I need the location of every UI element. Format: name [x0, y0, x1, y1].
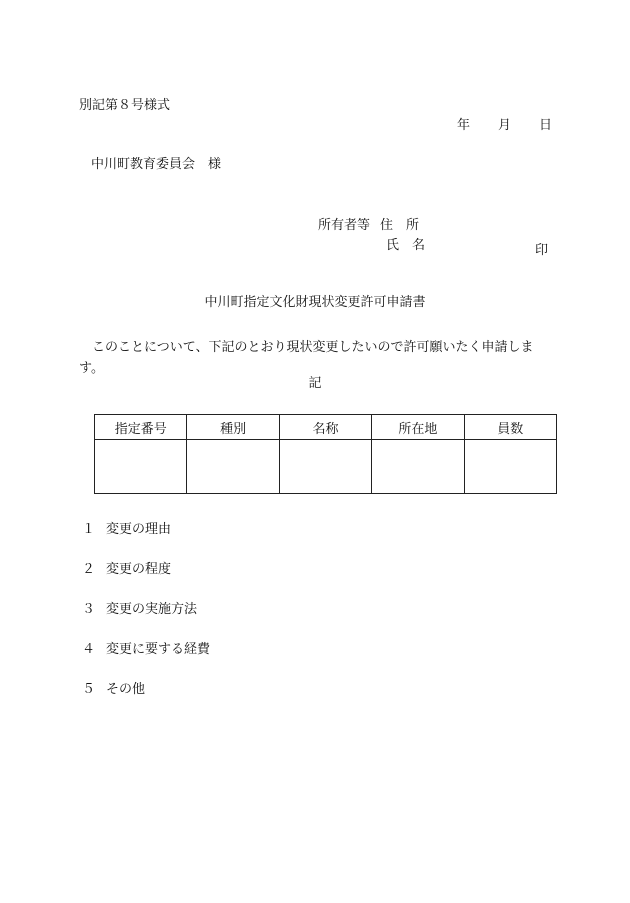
item-list: [82, 518, 210, 718]
list-item: [82, 598, 210, 638]
property-table: [94, 414, 557, 494]
item-number: ２: [82, 562, 96, 577]
table-header-cell: 名称: [279, 415, 371, 440]
table-cell: [279, 440, 371, 494]
table-header-cell: 員数: [464, 415, 556, 440]
table-header-cell: 指定番号: [95, 415, 187, 440]
date-month-label: 月: [497, 118, 511, 133]
addressee: 中川町教育委員会 様: [91, 157, 222, 172]
ki-heading: 記: [308, 376, 322, 391]
list-item: [82, 558, 210, 598]
table-header-cell: 所在地: [372, 415, 464, 440]
item-text: 変更の理由: [106, 522, 172, 537]
date-line: [457, 119, 552, 132]
item-text: その他: [106, 682, 146, 697]
table-cell: [372, 440, 464, 494]
list-item: [82, 638, 210, 678]
item-text: 変更の程度: [106, 562, 172, 577]
item-number: ４: [82, 642, 96, 657]
item-text: 変更に要する経費: [106, 642, 211, 657]
item-number: ３: [82, 602, 96, 617]
owner-address-label: 住 所: [380, 218, 420, 233]
list-item: [82, 518, 210, 558]
document-title: 中川町指定文化財現状変更許可申請書: [204, 295, 426, 310]
table-cell: [95, 440, 187, 494]
item-text: 変更の実施方法: [106, 602, 198, 617]
item-number: ５: [82, 682, 96, 697]
table-cell: [464, 440, 556, 494]
date-day-label: 日: [538, 118, 552, 133]
item-number: １: [82, 522, 96, 537]
owner-block: [318, 218, 426, 253]
intro-paragraph: このことについて、下記のとおり現状変更したいので許可願いたく申請します。: [79, 340, 534, 376]
table-row: [95, 440, 557, 494]
owner-label: 所有者等: [318, 218, 371, 233]
list-item: [82, 678, 210, 718]
seal-mark: 印: [534, 243, 548, 258]
table-header-row: [95, 415, 557, 440]
date-year-label: 年: [456, 118, 470, 133]
form-number: 別記第８号様式: [79, 98, 171, 113]
table-header-cell: 種別: [187, 415, 279, 440]
table-cell: [187, 440, 279, 494]
owner-name-label: 氏 名: [386, 238, 426, 253]
